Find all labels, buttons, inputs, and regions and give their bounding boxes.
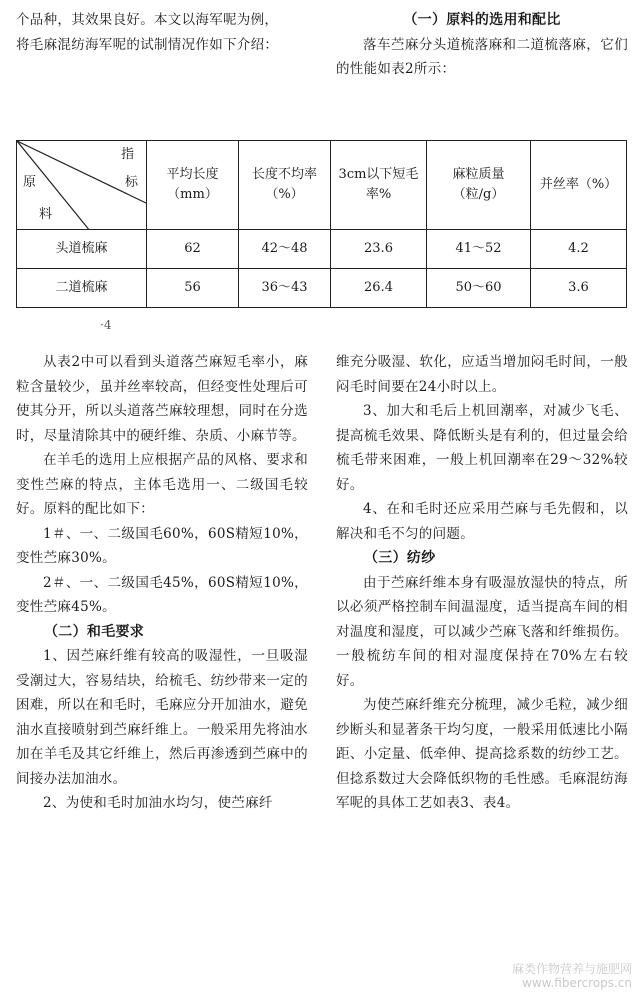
column-header: 平均长度（mm）: [147, 141, 239, 230]
section-one-top: [336, 8, 628, 82]
intro-line: 将毛麻混纺海军呢的试制情况作如下介绍：: [16, 36, 279, 53]
section-heading: （一）原料的选用和配比: [403, 12, 561, 28]
table-cell: 36～43: [239, 269, 331, 308]
paragraph: 4、在和毛时还应采用苎麻与毛先假和，以解决和毛不匀的问题。: [336, 501, 628, 542]
table-cell: 41～52: [427, 230, 531, 269]
paragraph: 由于苎麻纤维本身有吸湿放湿快的特点，所以必须严格控制车间温湿度，适当提高车间的相对温度和湿度，可以减少苎麻飞落和纤维损伤。一般梳纺车间的相对湿度保持在70%左右较好。: [336, 574, 628, 689]
table-row: [17, 230, 627, 269]
table-cell: 50～60: [427, 269, 531, 308]
watermark-url: www.fibercrops.cn: [522, 976, 632, 990]
corner-label: 指: [120, 147, 134, 162]
paragraph: 落车苎麻分头道梳落麻和二道梳落麻，它们的性能如表2所示：: [336, 36, 628, 77]
table-corner-cell: [17, 141, 147, 230]
watermark-title: 麻类作物营养与施肥网: [511, 962, 632, 976]
table-cell: 62: [147, 230, 239, 269]
row-label: 二道梳麻: [17, 269, 147, 308]
table-cell: 56: [147, 269, 239, 308]
table-cell: 23.6: [331, 230, 427, 269]
paragraph: 从表2中可以看到头道落苎麻短毛率小，麻粒含量较少，虽并丝率较高，但经变性处理后可使其分开，所以头道落苎麻较理想，同时在分选时，尽量清除其中的硬纤维、杂质、小麻节等。: [16, 354, 308, 444]
paragraph: 2＃、一、二级国毛45%，60S精短10%，变性苎麻45%。: [16, 574, 308, 615]
section-heading: （二）和毛要求: [44, 623, 145, 640]
section-heading: （三）纺纱: [364, 550, 436, 566]
paragraph: 3、加大和毛后上机回潮率，对减少飞毛、提高梳毛效果、降低断头是有利的，但过量会给梳毛带来困难，一般上机回潮率在29～32%较好。: [336, 403, 628, 493]
table-header-row: [17, 141, 627, 230]
page-marker: ·4: [100, 318, 112, 332]
fiber-properties-table: [16, 140, 627, 308]
paragraph: 1＃、一、二级国毛60%，60S精短10%，变性苎麻30%。: [16, 525, 308, 566]
intro-text: [16, 8, 308, 57]
column-header: 麻粒质量（粒/g）: [427, 141, 531, 230]
column-header: 长度不均率（%）: [239, 141, 331, 230]
paragraph: 为使苎麻纤维充分梳理，减少毛粒，减少细纱断头和显著条干均匀度，一般采用低速比小隔距、小定量、低牵伸、提高捻系数的纺纱工艺。但捻系数过大会降低织物的毛性感。毛麻混纺海军呢的具体工艺如表3、表4。: [336, 697, 628, 811]
table-cell: 3.6: [531, 269, 627, 308]
left-column: [16, 350, 308, 816]
paragraph: 2、为使和毛时加油水均匀，使苎麻纤: [43, 795, 273, 811]
row-label: 头道梳麻: [17, 230, 147, 269]
corner-label: 料: [39, 207, 53, 222]
paragraph: 1、因苎麻纤维有较高的吸湿性，一旦吸湿受潮过大，容易结块，给梳毛、纺纱带来一定的困难，所以在和毛时，毛麻应分开加油水，避免油水直接喷射到苎麻纤维上。一般采用先将油水加在羊毛及其它纤维上，然后再渗透到苎麻中的间接办法加油水。: [16, 648, 308, 787]
column-header: 3cm以下短毛率%: [331, 141, 427, 230]
site-watermark: [512, 962, 632, 990]
table-cell: 4.2: [531, 230, 627, 269]
right-column: [336, 350, 628, 816]
table-row: [17, 269, 627, 308]
paragraph: 在羊毛的选用上应根据产品的风格、要求和变性苎麻的特点，主体毛选用一、二级国毛较好。原料的配比如下：: [16, 452, 308, 517]
table-cell: 26.4: [331, 269, 427, 308]
column-header: 并丝率（%）: [531, 141, 627, 230]
corner-label: 标: [124, 175, 138, 190]
paragraph: 维充分吸湿、软化，应适当增加闷毛时间，一般闷毛时间要在24小时以上。: [336, 354, 628, 395]
corner-label: 原: [23, 175, 37, 190]
intro-line: 个品种，其效果良好。本文以海军呢为例，: [16, 12, 279, 28]
table-cell: 42～48: [239, 230, 331, 269]
